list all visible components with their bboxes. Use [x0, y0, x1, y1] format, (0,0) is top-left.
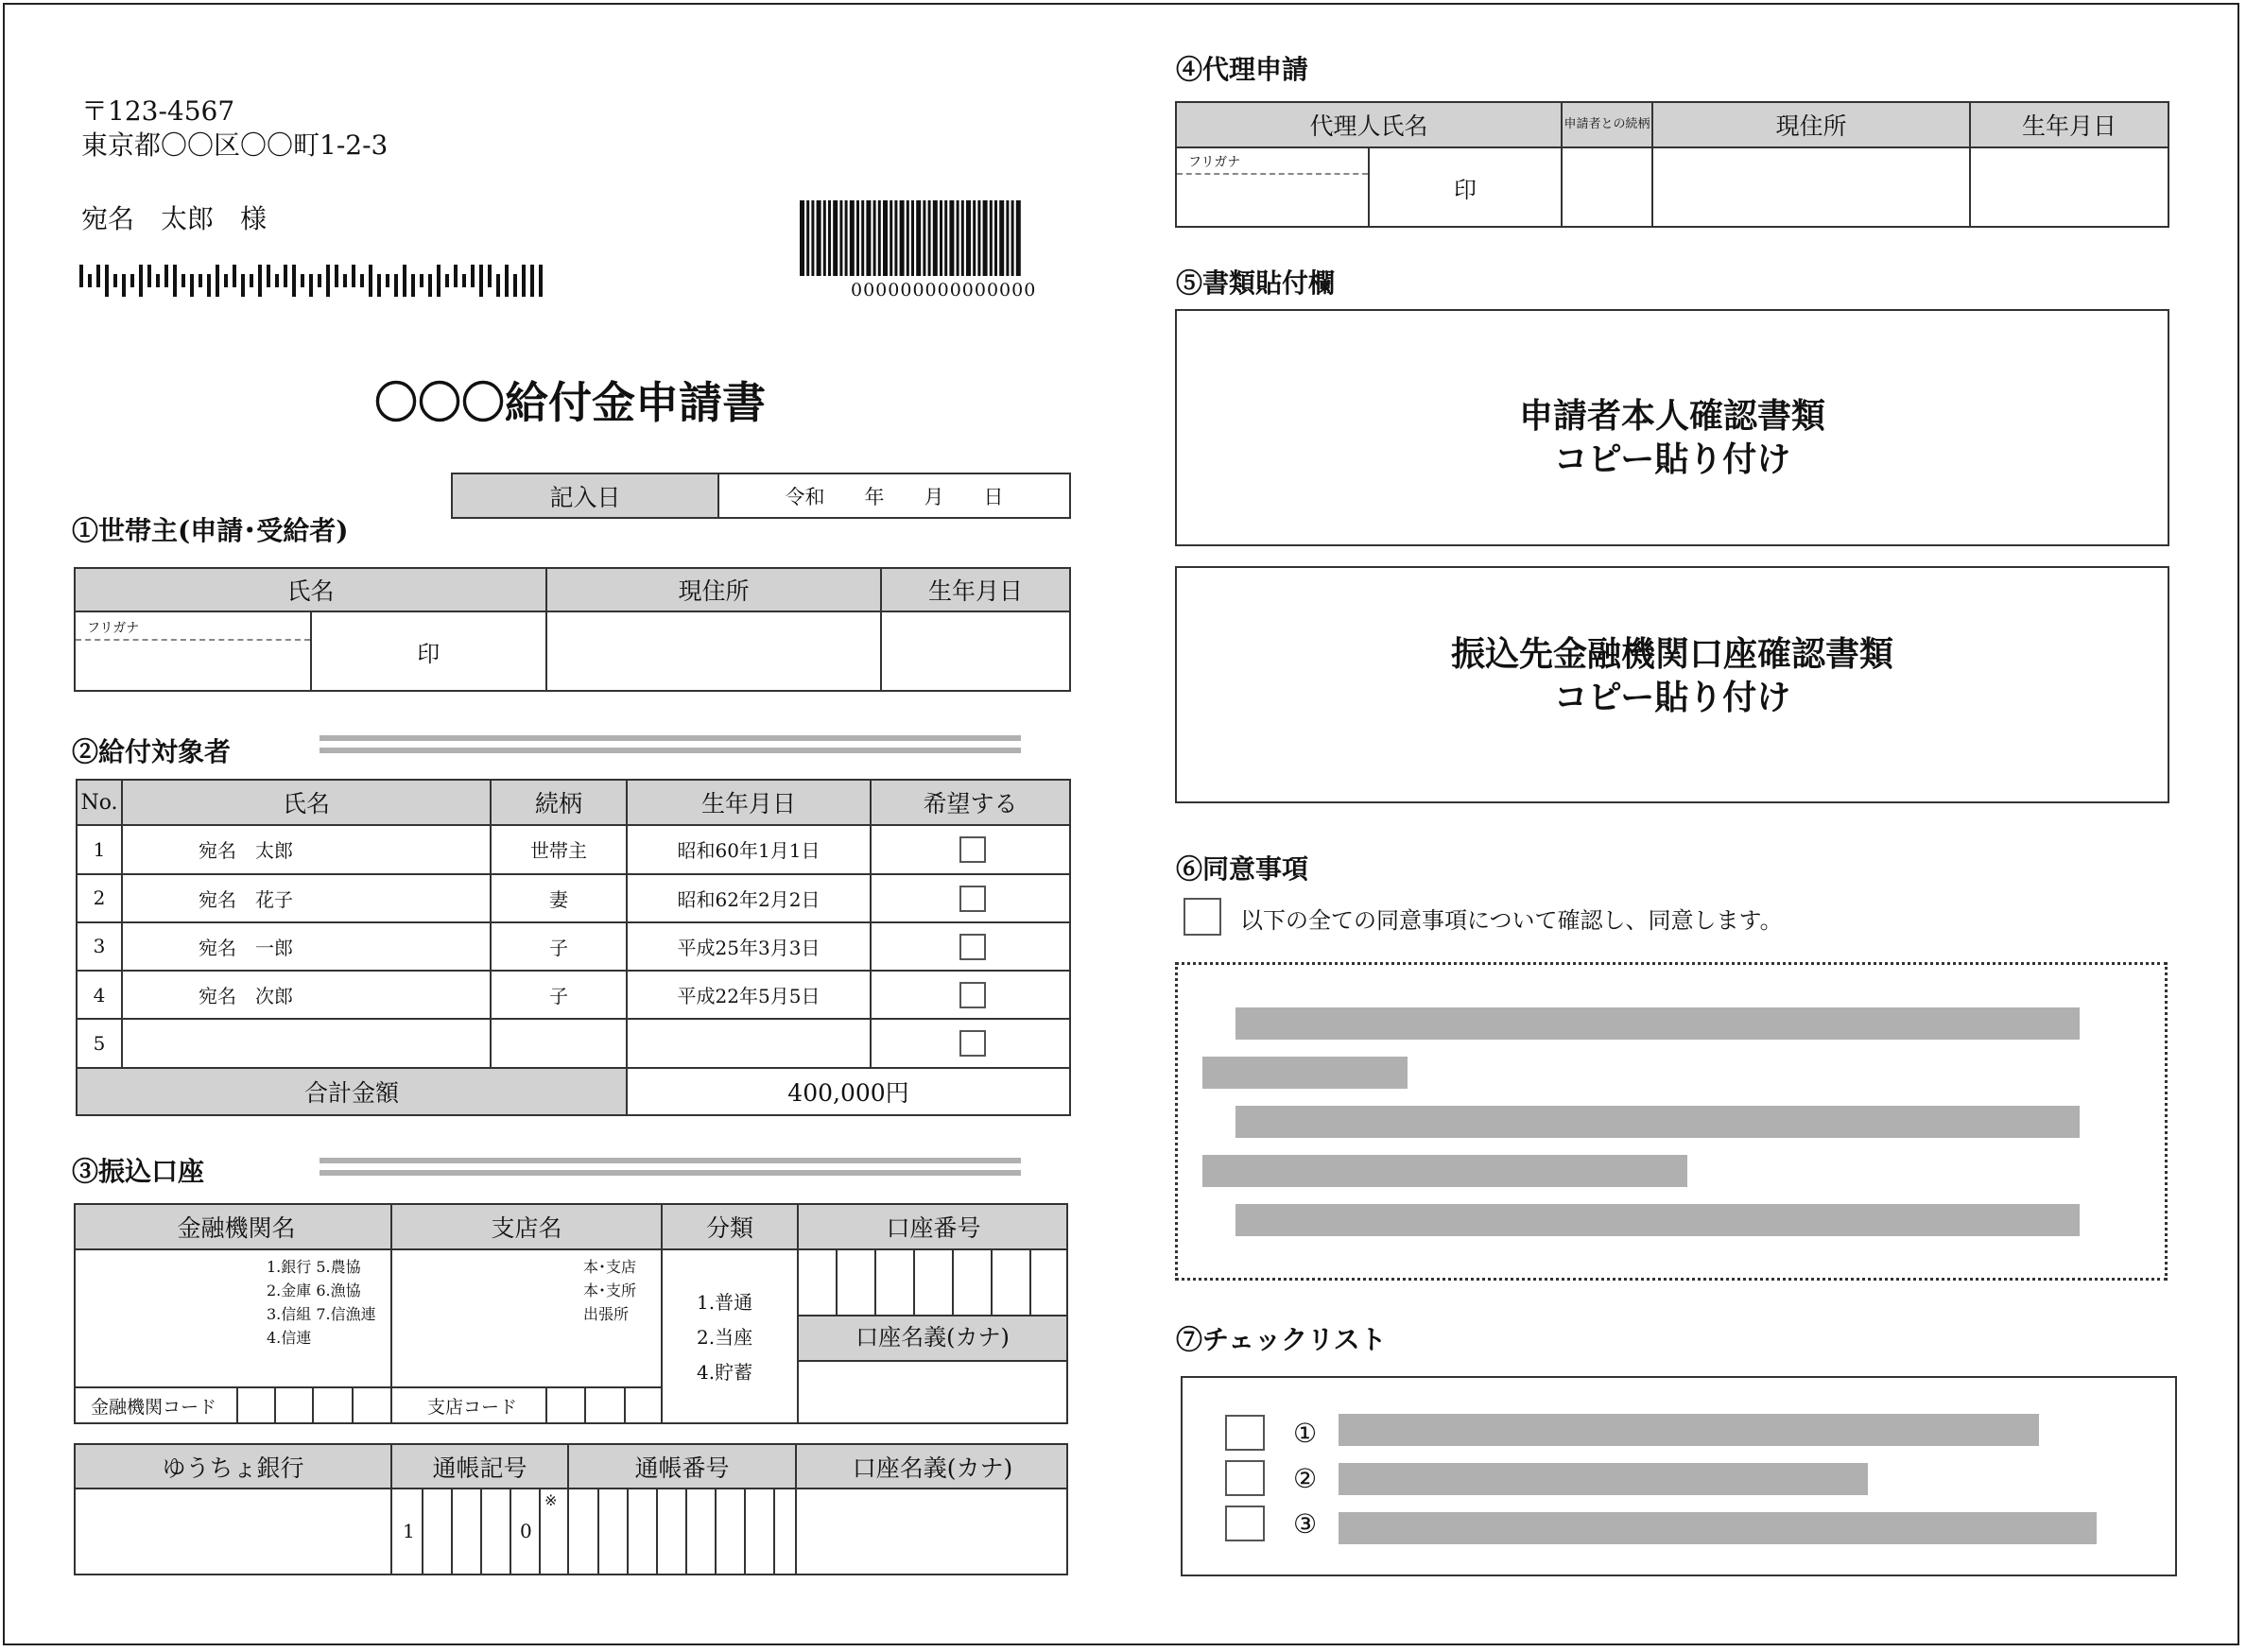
col-name: 氏名 — [75, 568, 546, 611]
barcode-number: 000000000000000 — [851, 280, 1037, 301]
symbol-digit-5: 0 — [520, 1520, 532, 1542]
row-no: 2 — [77, 874, 122, 922]
code-box-divider — [584, 1386, 586, 1424]
consent-placeholder — [1235, 1106, 2080, 1138]
row-dob: 平成25年3月3日 — [627, 922, 871, 971]
col-class: 分類 — [705, 1214, 753, 1242]
header-rule — [320, 1170, 1021, 1176]
col-yucho: ゆうちょ銀行 — [162, 1454, 304, 1482]
header-rule — [320, 735, 1021, 741]
bank-type: 3.信組 7.信漁連 — [267, 1305, 376, 1323]
proxy-relation-cell[interactable] — [1562, 147, 1652, 227]
wish-checkbox[interactable] — [959, 934, 986, 960]
wish-cell — [871, 922, 1070, 971]
total-label: 合計金額 — [77, 1068, 627, 1115]
wish-cell — [871, 825, 1070, 873]
branch-type-list — [583, 1255, 636, 1326]
code-box-divider — [274, 1386, 276, 1424]
code-box-divider — [312, 1386, 314, 1424]
bank-type: 4.信連 — [267, 1329, 312, 1347]
consent-placeholder — [1202, 1155, 1687, 1187]
proxy-name-cell[interactable] — [1176, 147, 1369, 227]
section1-header: ①世帯主(申請･受給者) — [72, 515, 349, 546]
branch-type: 出張所 — [583, 1305, 630, 1323]
section3-header: ③振込口座 — [72, 1156, 205, 1187]
col-relation: 続柄 — [491, 780, 627, 825]
holder-header — [799, 1315, 1066, 1362]
date-label: 記入日 — [452, 473, 718, 518]
checklist-placeholder-3 — [1339, 1512, 2097, 1544]
proxy-table — [1175, 101, 2169, 228]
id-document-box[interactable] — [1175, 309, 2169, 546]
header-rule — [320, 1158, 1021, 1163]
checklist-placeholder-1 — [1339, 1414, 2039, 1446]
row-name: 宛名 一郎 — [122, 922, 491, 971]
barcode — [800, 200, 1068, 276]
section7-header: ⑦チェックリスト — [1176, 1324, 1387, 1355]
table-row — [77, 1019, 1070, 1067]
class-type: 1.普通 — [697, 1291, 753, 1314]
row-relation: 世帯主 — [491, 825, 627, 873]
note-mark: ※ — [544, 1491, 558, 1509]
householder-table — [74, 567, 1071, 692]
row-no: 3 — [77, 922, 122, 971]
number-digit-divider — [715, 1489, 717, 1575]
col-branch: 支店名 — [491, 1214, 562, 1242]
class-type: 4.貯蓄 — [697, 1361, 753, 1384]
number-digit-divider — [597, 1489, 599, 1575]
col-account: 口座番号 — [886, 1214, 981, 1242]
postal-barcode — [79, 265, 543, 302]
wish-cell — [871, 971, 1070, 1019]
holder-label: 口座名義(カナ) — [855, 1324, 1010, 1351]
col-dob: 生年月日 — [1970, 102, 2168, 147]
row-no: 1 — [77, 825, 122, 873]
wish-cell — [871, 1019, 1070, 1067]
row-relation — [491, 1019, 627, 1067]
row-dob: 昭和62年2月2日 — [627, 874, 871, 922]
symbol-digit-divider — [480, 1489, 482, 1575]
checklist-checkbox-2[interactable] — [1225, 1460, 1265, 1496]
furigana-divider — [76, 639, 310, 641]
wish-checkbox[interactable] — [959, 1030, 986, 1057]
section4-header: ④代理申請 — [1176, 54, 1309, 85]
checklist-label-3: ③ — [1293, 1508, 1318, 1540]
section5-header: ⑤書類貼付欄 — [1176, 267, 1336, 299]
box-subtitle: コピー貼り付け — [1553, 439, 1791, 479]
rule — [74, 1386, 662, 1388]
class-type-list — [697, 1285, 752, 1390]
page-title: 〇〇〇給付金申請書 — [374, 377, 766, 428]
rule — [74, 1248, 1068, 1250]
section6-header: ⑥同意事項 — [1176, 853, 1309, 885]
box-subtitle: コピー貼り付け — [1553, 678, 1791, 717]
col-name: 氏名 — [122, 780, 491, 825]
col-dob: 生年月日 — [627, 780, 871, 825]
code-box-divider — [545, 1386, 547, 1424]
header-rule — [320, 748, 1021, 753]
number-digit-divider — [744, 1489, 746, 1575]
box-title: 振込先金融機関口座確認書類 — [1450, 634, 1893, 674]
householder-address-cell[interactable] — [546, 611, 881, 691]
symbol-digit-divider — [510, 1489, 511, 1575]
col-holder-kana: 口座名義(カナ) — [852, 1454, 1013, 1482]
checklist-checkbox-3[interactable] — [1225, 1506, 1265, 1541]
bank-document-box[interactable] — [1175, 566, 2169, 803]
symbol-digit-1: 1 — [403, 1520, 415, 1542]
table-row — [77, 922, 1070, 971]
row-dob — [627, 1019, 871, 1067]
date-row — [451, 473, 1071, 519]
consent-placeholder — [1202, 1057, 1408, 1089]
seal-label: 印 — [311, 611, 547, 691]
col-wish: 希望する — [871, 780, 1070, 825]
symbol-digit-divider — [539, 1489, 541, 1575]
col-bank: 金融機関名 — [177, 1214, 296, 1242]
col-address: 現住所 — [1652, 102, 1970, 147]
branch-code-label: 支店コード — [427, 1397, 518, 1418]
furigana-label: フリガナ — [1188, 155, 1241, 170]
code-box-divider — [236, 1386, 238, 1424]
wish-checkbox[interactable] — [959, 982, 986, 1008]
row-relation: 子 — [491, 971, 627, 1019]
checklist-label-1: ① — [1293, 1418, 1318, 1449]
code-box-divider — [624, 1386, 626, 1424]
seal-label: 印 — [1369, 147, 1562, 227]
row-name — [122, 1019, 491, 1067]
col-passbook-symbol: 通帳記号 — [432, 1454, 527, 1482]
account-digit-divider — [874, 1250, 876, 1315]
account-digit-divider — [952, 1250, 954, 1315]
checklist-placeholder-2 — [1339, 1463, 1868, 1495]
furigana-label: フリガナ — [87, 621, 140, 636]
row-no: 5 — [77, 1019, 122, 1067]
bank-type: 2.金庫 6.漁協 — [267, 1282, 361, 1299]
number-digit-divider — [656, 1489, 658, 1575]
col-address: 現住所 — [546, 568, 881, 611]
row-relation: 子 — [491, 922, 627, 971]
row-no: 4 — [77, 971, 122, 1019]
bank-type-list — [267, 1255, 376, 1350]
checklist-label-2: ② — [1293, 1463, 1318, 1494]
bank-type: 1.銀行 5.農協 — [267, 1258, 361, 1276]
rule — [74, 1488, 1068, 1489]
table-row — [77, 825, 1070, 873]
beneficiary-table — [76, 779, 1071, 1116]
furigana-divider — [1177, 173, 1368, 175]
number-digit-divider — [685, 1489, 687, 1575]
wish-checkbox[interactable] — [959, 886, 986, 912]
box-title: 申請者本人確認書類 — [1518, 396, 1825, 436]
account-digit-divider — [913, 1250, 915, 1315]
section2-header: ②給付対象者 — [72, 736, 232, 767]
symbol-digit-divider — [451, 1489, 453, 1575]
col-relation: 申請者との続柄 — [1562, 102, 1652, 147]
proxy-address-cell[interactable] — [1652, 147, 1970, 227]
number-digit-divider — [773, 1489, 775, 1575]
col-passbook-number: 通帳番号 — [634, 1454, 730, 1482]
account-digit-divider — [836, 1250, 838, 1315]
consent-placeholder — [1235, 1007, 2080, 1040]
wish-cell — [871, 874, 1070, 922]
date-value[interactable]: 令和 年 月 日 — [718, 473, 1070, 518]
row-dob: 平成22年5月5日 — [627, 971, 871, 1019]
table-row — [77, 971, 1070, 1019]
row-name: 宛名 次郎 — [122, 971, 491, 1019]
row-name: 宛名 花子 — [122, 874, 491, 922]
number-digit-divider — [627, 1489, 629, 1575]
householder-dob-cell[interactable] — [881, 611, 1070, 691]
proxy-dob-cell[interactable] — [1970, 147, 2168, 227]
row-dob: 昭和60年1月1日 — [627, 825, 871, 873]
row-relation: 妻 — [491, 874, 627, 922]
branch-type: 本･支所 — [583, 1282, 637, 1299]
account-digit-divider — [1029, 1250, 1031, 1315]
class-type: 2.当座 — [697, 1326, 753, 1349]
account-digit-divider — [991, 1250, 993, 1315]
code-box-divider — [352, 1386, 354, 1424]
bank-code-label: 金融機関コード — [91, 1397, 217, 1418]
col-proxy-name: 代理人氏名 — [1176, 102, 1562, 147]
agree-checkbox[interactable] — [1183, 898, 1221, 936]
address-line: 東京都〇〇区〇〇町1-2-3 — [81, 129, 389, 161]
col-dob: 生年月日 — [881, 568, 1070, 611]
total-value: 400,000円 — [627, 1068, 1070, 1115]
consent-placeholder — [1235, 1204, 2080, 1236]
symbol-digit-divider — [422, 1489, 423, 1575]
postal-code: 〒123-4567 — [81, 95, 235, 127]
agree-text: 以下の全ての同意事項について確認し、同意します。 — [1240, 907, 1783, 934]
col-no: No. — [77, 780, 122, 825]
checklist-checkbox-1[interactable] — [1225, 1415, 1265, 1451]
branch-type: 本･支店 — [583, 1258, 637, 1276]
row-name: 宛名 太郎 — [122, 825, 491, 873]
householder-name-cell[interactable] — [75, 611, 311, 691]
recipient-name: 宛名 太郎 様 — [81, 203, 268, 234]
table-row — [77, 874, 1070, 922]
wish-checkbox[interactable] — [959, 836, 986, 863]
